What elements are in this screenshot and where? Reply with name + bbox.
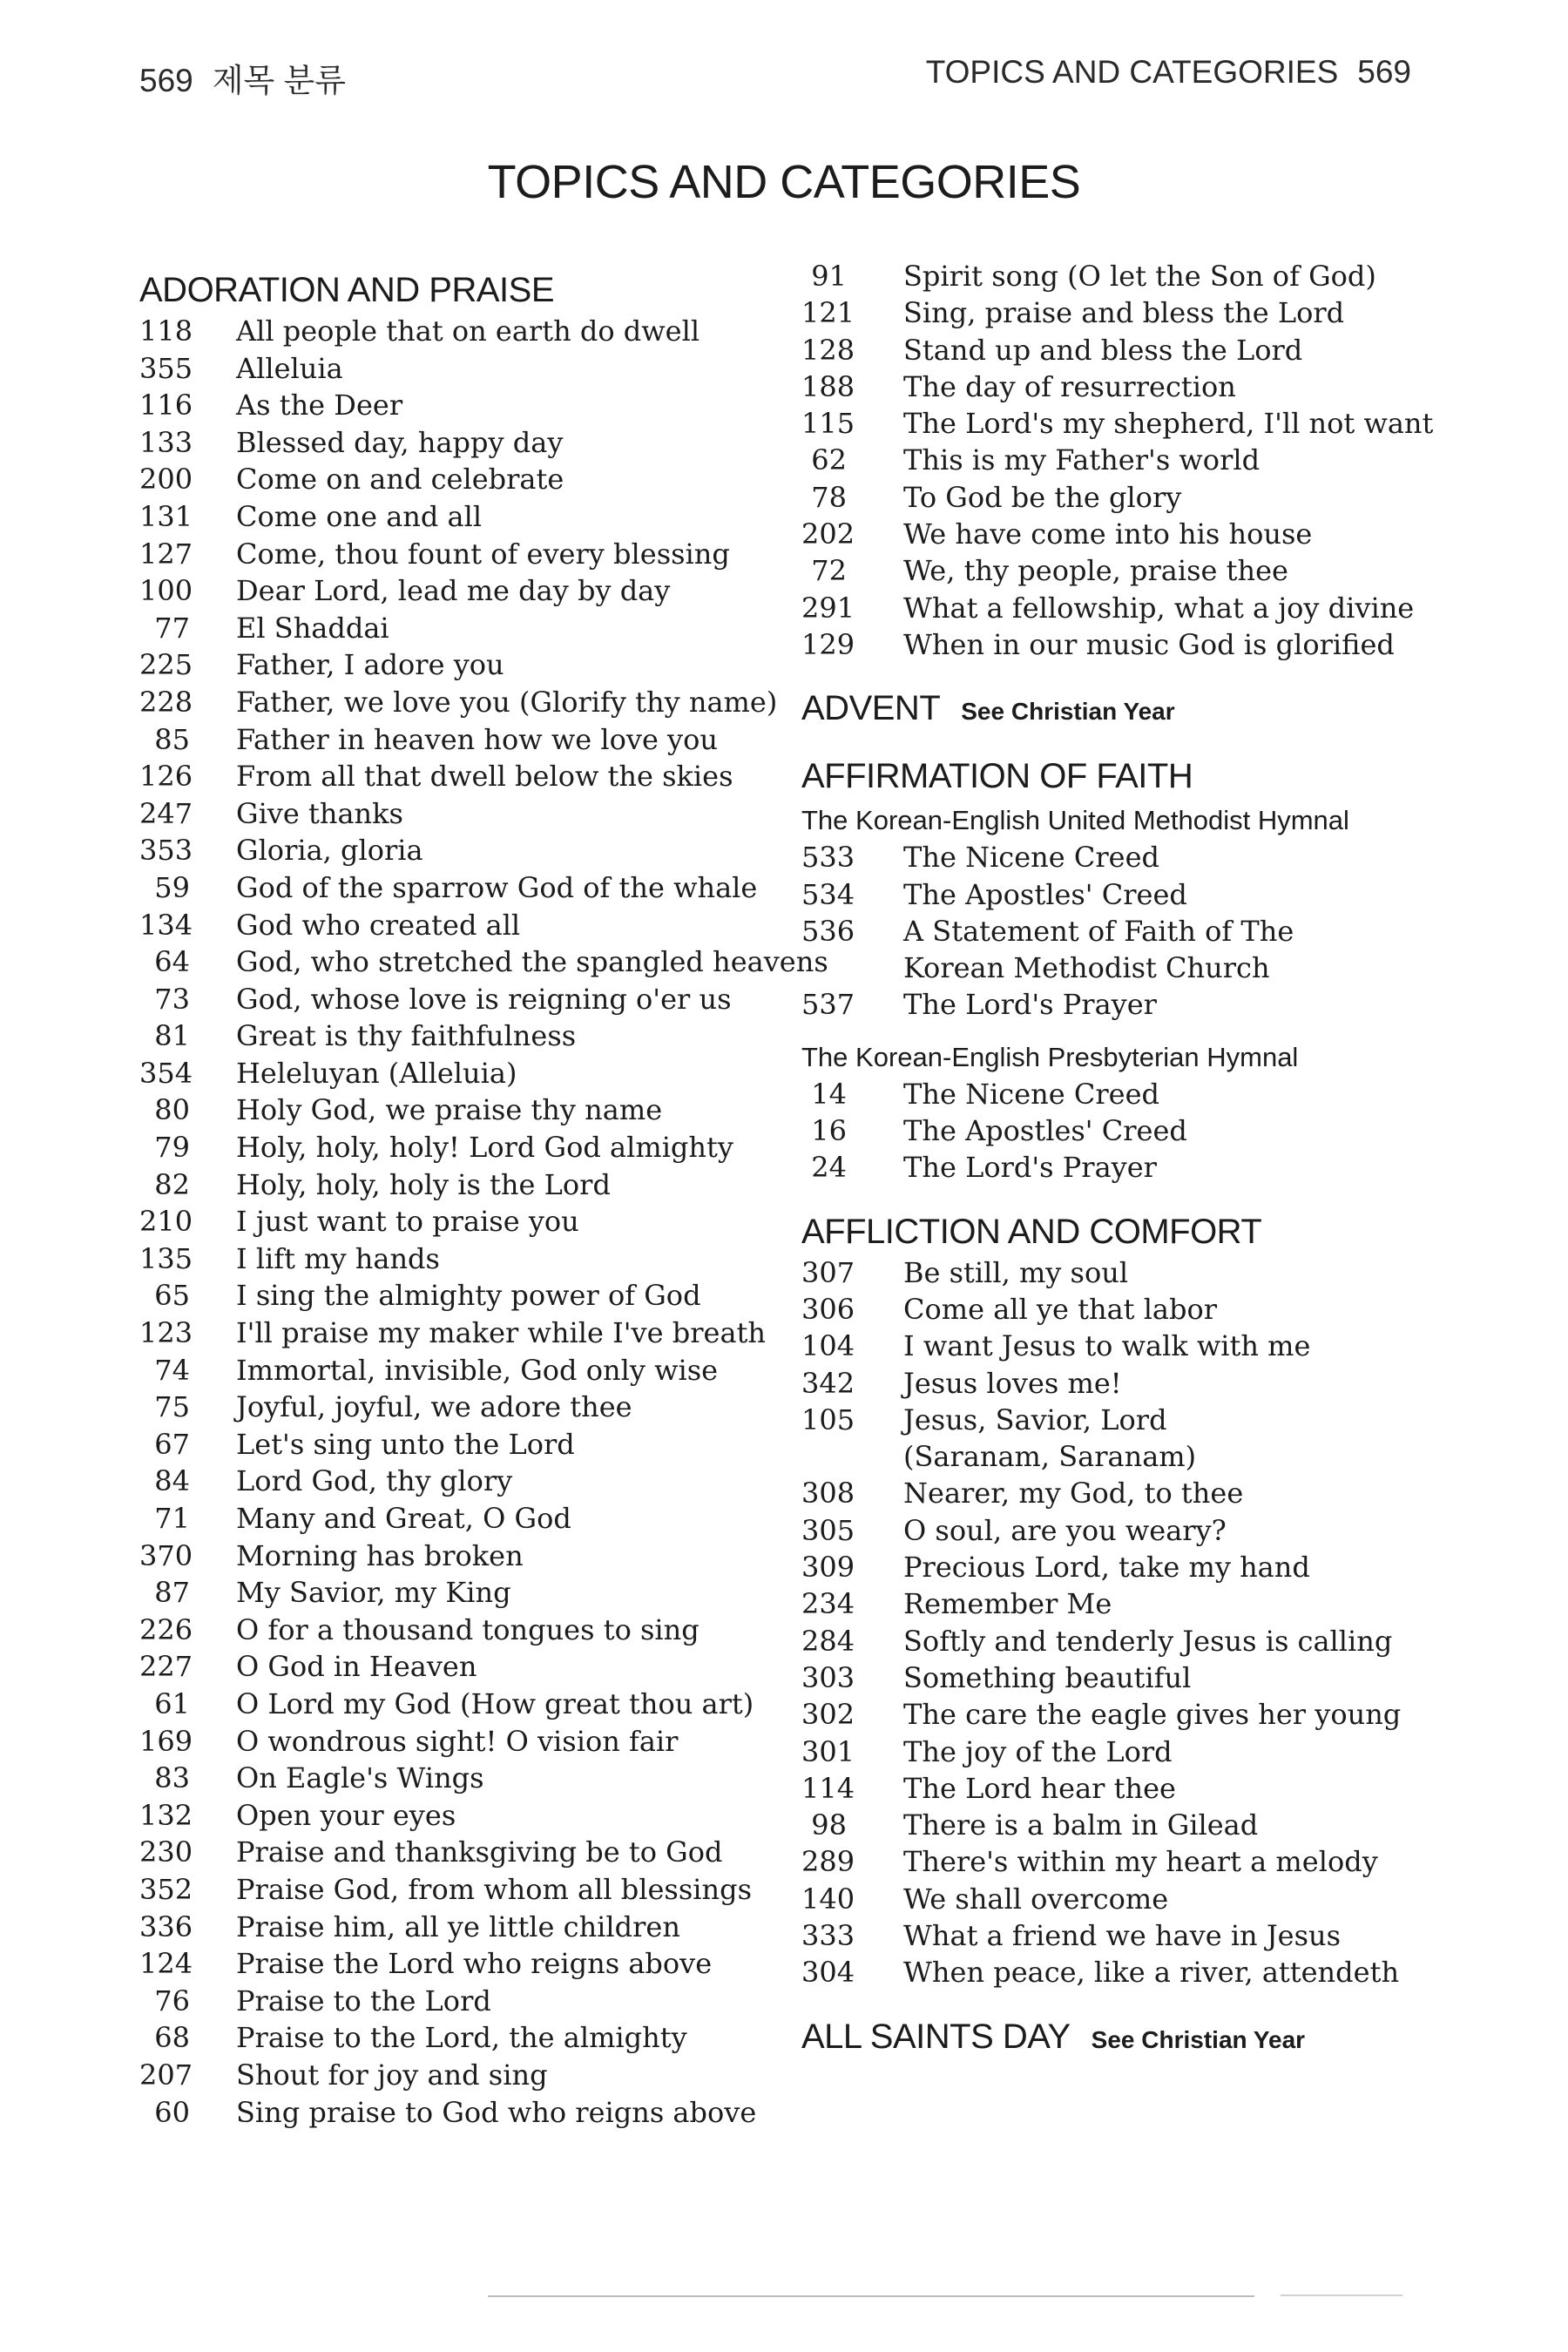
hymn-title: Blessed day, happy day — [236, 425, 564, 459]
hymn-number: 16 — [811, 1114, 847, 1148]
section-heading-all-saints: ALL SAINTS DAY — [801, 2017, 1071, 2056]
hymn-title: I just want to praise you — [236, 1205, 579, 1239]
hymn-entry — [139, 1761, 801, 1799]
hymn-entry — [139, 871, 801, 909]
hymn-entry — [139, 1650, 801, 1687]
hymn-title: God of the sparrow God of the whale — [236, 870, 758, 904]
hymn-entry — [801, 370, 1429, 407]
hymn-entry — [801, 1078, 1429, 1114]
hymn-entry — [801, 1329, 1429, 1366]
section-heading-affliction: AFFLICTION AND COMFORT — [801, 1212, 1262, 1251]
hymn-entry — [801, 1440, 1429, 1477]
hymn-entry — [801, 1587, 1429, 1624]
hymn-entry — [139, 686, 801, 723]
presbyterian-list — [801, 1078, 1429, 1188]
hymn-title: Come one and all — [236, 499, 483, 533]
hymn-entry — [139, 1354, 801, 1391]
hymn-number: 247 — [139, 796, 193, 830]
hymn-number: 72 — [811, 554, 847, 588]
all-saints-section — [801, 2012, 1429, 2061]
bottom-rule-2 — [1281, 2295, 1402, 2296]
hymn-title: The joy of the Lord — [903, 1734, 1173, 1768]
right-column — [801, 260, 1434, 2080]
hymn-entry — [801, 841, 1429, 877]
hymn-title: Praise to the Lord — [236, 1984, 491, 2017]
hymn-number: 188 — [801, 369, 855, 403]
hymn-number: 140 — [801, 1882, 855, 1916]
hymn-entry — [801, 554, 1429, 591]
hymn-title: Come all ye that labor — [903, 1292, 1218, 1326]
hymn-number: 134 — [139, 908, 193, 942]
hymn-entry — [139, 537, 801, 575]
hymn-title: The Apostles' Creed — [903, 1114, 1187, 1148]
hymn-number: 68 — [154, 2021, 190, 2055]
hymn-number: 230 — [139, 1835, 193, 1869]
hymn-title: Morning has broken — [236, 1538, 524, 1572]
hymn-entry — [139, 1428, 801, 1465]
hymn-title: Praise and thanksgiving be to God — [236, 1835, 723, 1869]
hymn-title: We have come into his house — [903, 517, 1313, 551]
hymn-title: When peace, like a river, attendeth — [903, 1956, 1400, 1990]
hymn-number: 228 — [139, 685, 193, 719]
adoration-continued-list — [801, 260, 1434, 665]
page-number-left: 569 — [139, 63, 193, 98]
hymn-number: 80 — [154, 1093, 190, 1127]
hymn-entry — [139, 1502, 801, 1539]
hymn-entry — [139, 2058, 801, 2096]
hymn-number: 59 — [154, 870, 190, 904]
hymn-number: 307 — [801, 1255, 855, 1289]
hymn-entry — [801, 1661, 1429, 1698]
hymn-number: 291 — [801, 591, 855, 625]
hymn-title: Immortal, invisible, God only wise — [236, 1353, 719, 1387]
hymn-number: 100 — [139, 574, 193, 608]
hymn-title: Give thanks — [236, 796, 403, 830]
hymn-number: 104 — [801, 1329, 855, 1363]
hymn-title: Holy God, we praise thy name — [236, 1093, 663, 1127]
hymn-entry — [139, 1390, 801, 1428]
hymn-title: There is a balm in Gilead — [903, 1808, 1259, 1842]
hymn-entry — [801, 951, 1429, 988]
hymn-number: 81 — [154, 1019, 190, 1053]
hymn-title: Dear Lord, lead me day by day — [236, 574, 671, 608]
hymn-number: 61 — [154, 1686, 190, 1720]
hymn-entry — [801, 1403, 1429, 1440]
hymn-title: God, whose love is reigning o'er us — [236, 982, 732, 1016]
hymn-entry — [801, 1845, 1429, 1882]
hymn-title: Joyful, joyful, we adore thee — [236, 1390, 632, 1424]
hymn-entry — [139, 2096, 801, 2133]
hymn-number: 135 — [139, 1241, 193, 1275]
hymn-entry — [801, 1256, 1429, 1293]
hymn-number: 352 — [139, 1872, 193, 1906]
hymn-number: 207 — [139, 2058, 193, 2092]
hymn-title: Alleluia — [236, 351, 343, 385]
hymn-title: Come on and celebrate — [236, 463, 564, 497]
hymn-number: 533 — [801, 841, 855, 875]
advent-section — [801, 684, 1429, 733]
hymn-number: 79 — [154, 1131, 190, 1165]
hymn-number: 333 — [801, 1918, 855, 1952]
hymn-title: The care the eagle gives her young — [903, 1698, 1402, 1732]
hymn-entry — [801, 1367, 1429, 1403]
hymn-number: 133 — [139, 425, 193, 459]
hymn-number: 76 — [154, 1984, 190, 2017]
hymn-entry — [801, 988, 1429, 1024]
hymn-number: 67 — [154, 1427, 190, 1461]
hymn-number: 64 — [154, 945, 190, 979]
hymn-number: 73 — [154, 982, 190, 1016]
hymn-title: To God be the glory — [903, 480, 1182, 514]
hymn-number: 355 — [139, 351, 193, 385]
hymn-title: Korean Methodist Church — [903, 951, 1270, 985]
hymn-entry — [139, 314, 801, 352]
hymn-title: Holy, holy, holy! Lord God almighty — [236, 1131, 733, 1165]
advent-cross-reference: See Christian Year — [961, 698, 1175, 726]
hymn-title: The Apostles' Creed — [903, 877, 1187, 911]
methodist-list — [801, 841, 1429, 1024]
hymn-entry — [139, 1984, 801, 2022]
hymn-title: Jesus, Savior, Lord — [903, 1402, 1167, 1436]
hymn-title: We shall overcome — [903, 1882, 1169, 1916]
hymn-entry — [139, 1725, 801, 1762]
hymn-entry — [139, 574, 801, 612]
hymn-title: The Nicene Creed — [903, 841, 1160, 875]
hymn-number: 114 — [801, 1771, 855, 1805]
hymn-title: This is my Father's world — [903, 443, 1260, 477]
hymn-title: God, who stretched the spangled heavens — [236, 945, 828, 979]
hymn-entry — [139, 1168, 801, 1206]
hymn-entry — [801, 296, 1429, 333]
hymn-entry — [801, 443, 1429, 480]
hymn-entry — [139, 1910, 801, 1948]
hymn-number: 354 — [139, 1056, 193, 1090]
hymn-entry — [139, 1873, 801, 1910]
hymn-entry — [139, 1687, 801, 1725]
hymn-title: O soul, are you weary? — [903, 1513, 1227, 1547]
hymn-entry — [801, 1477, 1429, 1513]
hymn-entry — [139, 797, 801, 835]
hymn-entry — [801, 1882, 1429, 1919]
subheading-presbyterian: The Korean-English Presbyterian Hymnal — [801, 1041, 1299, 1072]
hymn-title: Great is thy faithfulness — [236, 1019, 577, 1053]
hymn-title: Precious Lord, take my hand — [903, 1551, 1310, 1585]
hymn-entry — [139, 352, 801, 389]
hymn-number: 74 — [154, 1353, 190, 1387]
presbyterian-section — [801, 1037, 1429, 1188]
hymn-title: Gloria, gloria — [236, 834, 423, 868]
hymn-title: O Lord my God (How great thou art) — [236, 1686, 754, 1720]
hymn-number: 200 — [139, 463, 193, 497]
hymn-number: 14 — [811, 1077, 847, 1111]
hymn-number: 308 — [801, 1477, 855, 1511]
page-title: TOPICS AND CATEGORIES — [487, 156, 1081, 208]
hymn-number: 78 — [811, 480, 847, 514]
hymn-number: 118 — [139, 314, 193, 348]
hymn-number: 127 — [139, 537, 193, 571]
hymn-entry — [139, 1205, 801, 1242]
hymn-entry — [139, 463, 801, 500]
all-saints-cross-reference: See Christian Year — [1091, 2025, 1306, 2053]
hymn-number: 87 — [154, 1576, 190, 1610]
hymn-entry — [139, 1835, 801, 1873]
hymn-number: 210 — [139, 1205, 193, 1239]
hymn-entry — [139, 648, 801, 686]
hymn-title: Praise to the Lord, the almighty — [236, 2021, 687, 2055]
hymn-number: 85 — [154, 722, 190, 756]
hymn-entry — [139, 389, 801, 426]
hymn-title: The Nicene Creed — [903, 1077, 1160, 1111]
hymn-number: 132 — [139, 1798, 193, 1832]
hymn-entry — [139, 1093, 801, 1131]
hymn-entry — [139, 1279, 801, 1316]
hymn-title: All people that on earth do dwell — [236, 314, 700, 348]
hymn-number: 83 — [154, 1761, 190, 1795]
hymn-number: 289 — [801, 1845, 855, 1879]
hymn-title: Holy, holy, holy is the Lord — [236, 1167, 611, 1201]
hymn-entry — [801, 1808, 1429, 1845]
section-heading-advent: ADVENT — [801, 689, 941, 728]
hymn-entry — [139, 500, 801, 537]
hymn-entry — [139, 760, 801, 797]
hymn-title: When in our music God is glorified — [903, 627, 1395, 661]
hymn-title: Father in heaven how we love you — [236, 722, 718, 756]
hymn-number: 169 — [139, 1724, 193, 1758]
hymn-number: 115 — [801, 407, 855, 441]
hymn-entry — [801, 481, 1429, 517]
hymn-title: Come, thou fount of every blessing — [236, 537, 730, 571]
header-left — [139, 54, 346, 101]
hymn-title: The Lord's Prayer — [903, 1151, 1157, 1185]
hymn-title: O wondrous sight! O vision fair — [236, 1724, 679, 1758]
hymn-number: 123 — [139, 1316, 193, 1350]
bottom-rule — [488, 2295, 1254, 2297]
hymn-number: 370 — [139, 1538, 193, 1572]
hymn-entry — [139, 1464, 801, 1502]
hymn-entry — [139, 909, 801, 946]
hymn-title: Father, I adore you — [236, 648, 504, 682]
hymn-number: 128 — [801, 333, 855, 367]
hymn-title: Lord God, thy glory — [236, 1464, 513, 1498]
hymn-entry — [801, 407, 1434, 443]
hymn-title: Stand up and bless the Lord — [903, 333, 1303, 367]
hymn-title: Jesus loves me! — [903, 1366, 1122, 1400]
hymn-entry — [801, 1698, 1429, 1734]
hymn-entry — [801, 1919, 1429, 1956]
hymn-entry — [801, 1772, 1429, 1808]
hymn-title: Softly and tenderly Jesus is calling — [903, 1624, 1393, 1658]
hymn-title: O for a thousand tongues to sing — [236, 1612, 700, 1646]
hymn-number: 284 — [801, 1624, 855, 1658]
hymn-number: 116 — [139, 389, 193, 422]
hymn-number: 91 — [811, 260, 847, 293]
hymn-title: A Statement of Faith of The — [903, 914, 1294, 948]
hymn-entry — [139, 723, 801, 760]
hymn-number: 129 — [801, 627, 855, 661]
running-title: TOPICS AND CATEGORIES — [925, 54, 1339, 90]
hymn-title: Heleluyan (Alleluia) — [236, 1056, 517, 1090]
hymn-number: 234 — [801, 1587, 855, 1621]
hymn-entry — [801, 628, 1429, 665]
hymn-number: 65 — [154, 1279, 190, 1313]
hymn-number: 126 — [139, 760, 193, 794]
hymn-title: Sing praise to God who reigns above — [236, 2095, 757, 2129]
hymn-entry — [139, 1613, 801, 1651]
hymn-entry — [139, 983, 801, 1020]
hymn-title: Be still, my soul — [903, 1255, 1129, 1289]
hymn-entry — [139, 834, 801, 871]
hymn-number: 77 — [154, 611, 190, 645]
hymn-entry — [139, 1576, 801, 1613]
affirmation-section — [801, 752, 1429, 1024]
hymn-title: Spirit song (O let the Son of God) — [903, 260, 1376, 293]
hymn-entry — [801, 260, 1429, 296]
hymn-title: I sing the almighty power of God — [236, 1279, 701, 1313]
hymn-entry — [801, 1956, 1429, 1992]
hymn-entry — [801, 1551, 1429, 1587]
hymn-number: 304 — [801, 1956, 855, 1990]
hymn-number: 225 — [139, 648, 193, 682]
hymn-entry — [139, 1057, 801, 1094]
korean-title: 제목 분류 — [212, 63, 346, 98]
hymn-title: What a friend we have in Jesus — [903, 1918, 1342, 1952]
hymn-entry — [139, 1799, 801, 1836]
hymn-number: 306 — [801, 1292, 855, 1326]
hymn-title: The Lord's Prayer — [903, 988, 1157, 1022]
hymn-title: On Eagle's Wings — [236, 1761, 484, 1795]
hymn-entry — [139, 1316, 801, 1354]
hymn-entry — [801, 878, 1429, 915]
hymn-number: 309 — [801, 1551, 855, 1585]
hymn-entry — [139, 945, 828, 983]
hymn-number: 342 — [801, 1366, 855, 1400]
hymn-number: 202 — [801, 517, 855, 551]
hymn-number: 24 — [811, 1151, 847, 1185]
hymn-entry — [801, 1625, 1429, 1661]
hymn-number: 71 — [154, 1502, 190, 1535]
hymn-entry — [139, 1947, 801, 1984]
hymn-number: 226 — [139, 1612, 193, 1646]
hymn-title: God who created all — [236, 908, 521, 942]
hymn-title: What a fellowship, what a joy divine — [903, 591, 1415, 625]
hymn-entry — [801, 915, 1429, 951]
hymn-title: Praise the Lord who reigns above — [236, 1947, 713, 1981]
hymn-title: Nearer, my God, to thee — [903, 1477, 1244, 1511]
hymn-title: I lift my hands — [236, 1241, 440, 1275]
hymn-entry — [139, 612, 801, 649]
hymn-entry — [801, 1151, 1429, 1187]
hymn-entry — [139, 426, 801, 463]
hymn-title: I want Jesus to walk with me — [903, 1329, 1311, 1363]
hymn-title: Many and Great, O God — [236, 1502, 571, 1535]
hymn-number: 534 — [801, 877, 855, 911]
hymn-title: There's within my heart a melody — [903, 1845, 1378, 1879]
hymn-entry — [801, 1114, 1429, 1151]
hymn-title: We, thy people, praise thee — [903, 554, 1288, 588]
affliction-list — [801, 1256, 1429, 1993]
hymn-entry — [139, 1019, 801, 1057]
section-heading-adoration: ADORATION AND PRAISE — [139, 271, 555, 309]
hymn-number: 302 — [801, 1698, 855, 1732]
hymn-number: 536 — [801, 914, 855, 948]
hymn-number: 98 — [811, 1808, 847, 1842]
hymn-title: Open your eyes — [236, 1798, 456, 1832]
hymn-title: Praise God, from whom all blessings — [236, 1872, 752, 1906]
affliction-section — [801, 1207, 1429, 1993]
page-number-right: 569 — [1357, 54, 1411, 90]
hymn-entry — [801, 591, 1429, 628]
hymn-number: 105 — [801, 1402, 855, 1436]
hymn-number: 353 — [139, 834, 193, 868]
hymn-number: 124 — [139, 1947, 193, 1981]
hymn-title: My Savior, my King — [236, 1576, 511, 1610]
header-right — [926, 54, 1411, 91]
hymn-number: 303 — [801, 1660, 855, 1694]
hymn-title: Remember Me — [903, 1587, 1112, 1621]
hymn-title: From all that dwell below the skies — [236, 760, 733, 794]
hymn-number: 60 — [154, 2095, 190, 2129]
hymn-number: 62 — [811, 443, 847, 477]
hymn-number: 75 — [154, 1390, 190, 1424]
hymn-entry — [801, 334, 1429, 370]
hymn-entry — [139, 1242, 801, 1280]
hymn-title: El Shaddai — [236, 611, 389, 645]
hymn-title: The Lord hear thee — [903, 1771, 1176, 1805]
hymn-title: Shout for joy and sing — [236, 2058, 548, 2092]
hymn-entry — [139, 1131, 801, 1168]
hymn-title: O God in Heaven — [236, 1650, 477, 1684]
hymn-entry — [801, 517, 1429, 554]
hymn-number: 84 — [154, 1464, 190, 1498]
section-heading-affirmation: AFFIRMATION OF FAITH — [801, 757, 1193, 796]
subheading-methodist: The Korean-English United Methodist Hymnal — [801, 805, 1349, 836]
hymn-title: As the Deer — [236, 389, 403, 422]
hymn-title: Let's sing unto the Lord — [236, 1427, 575, 1461]
hymn-number: 227 — [139, 1650, 193, 1684]
hymn-title: Sing, praise and bless the Lord — [903, 296, 1345, 330]
hymn-number: 131 — [139, 499, 193, 533]
hymn-entry — [139, 1539, 801, 1577]
hymn-entry — [801, 1293, 1429, 1329]
hymn-title: Something beautiful — [903, 1660, 1192, 1694]
hymn-title: The Lord's my shepherd, I'll not want — [903, 407, 1434, 441]
hymn-number: 537 — [801, 988, 855, 1022]
hymn-number: 301 — [801, 1734, 855, 1768]
hymn-entry — [801, 1735, 1429, 1772]
hymn-entry — [139, 2021, 801, 2058]
hymn-number: 305 — [801, 1513, 855, 1547]
hymn-title: I'll praise my maker while I've breath — [236, 1316, 766, 1350]
hymn-entry — [801, 1514, 1429, 1551]
hymn-title: The day of resurrection — [903, 369, 1236, 403]
hymn-title: Father, we love you (Glorify thy name) — [236, 685, 778, 719]
hymn-title: Praise him, all ye little children — [236, 1909, 680, 1943]
running-header — [139, 54, 1411, 98]
hymn-number: 121 — [801, 296, 855, 330]
hymn-title: (Saranam, Saranam) — [903, 1440, 1197, 1474]
hymn-number: 336 — [139, 1909, 193, 1943]
hymn-number: 82 — [154, 1167, 190, 1201]
